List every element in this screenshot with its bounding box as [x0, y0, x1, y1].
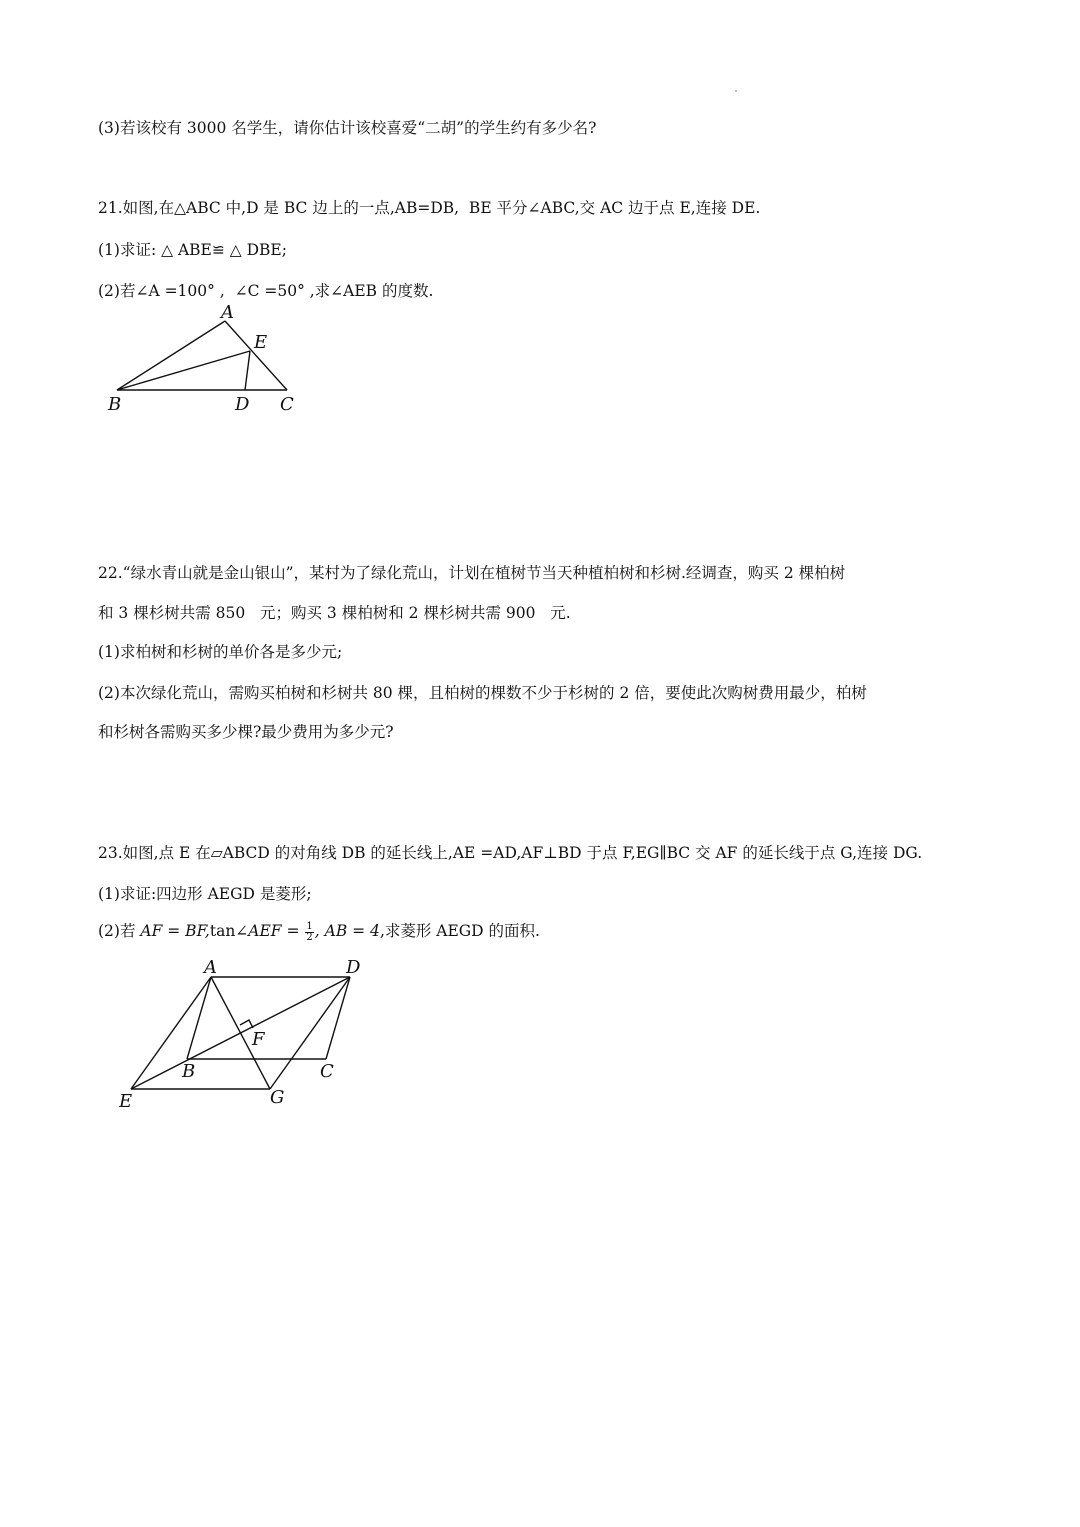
label-e: E	[254, 332, 268, 353]
q21-triangle-figure	[100, 300, 310, 420]
q22-stem-line2: 和 3 棵杉树共需 850 元；购买 3 棵柏树和 2 棵杉树共需 900 元.	[98, 604, 571, 622]
segment-ab	[117, 321, 225, 390]
q23-part2	[98, 921, 540, 943]
label-g: G	[270, 1087, 285, 1108]
label-c: C	[280, 394, 294, 415]
q22-part1: (1)求柏树和杉树的单价各是多少元;	[98, 643, 343, 661]
q23-part2-suffix: ,求菱形 AEGD 的面积.	[379, 922, 540, 940]
label-e: E	[119, 1091, 133, 1112]
label-d: D	[346, 957, 361, 978]
q23-part1: (1)求证:四边形 AEGD 是菱形;	[98, 885, 312, 903]
q20-part3: (3)若该校有 3000 名学生，请你估计该校喜爱“二胡”的学生约有多少名?	[98, 119, 597, 137]
q21-part1: (1)求证: △ ABE≌ △ DBE;	[98, 241, 287, 259]
segment-ae	[131, 977, 211, 1089]
q23-part2-fraction	[305, 922, 313, 943]
scan-speck	[735, 90, 737, 92]
label-b: B	[108, 394, 122, 415]
label-a: A	[204, 957, 217, 978]
q23-part2-math-ab: , AB = 4	[314, 922, 380, 940]
segment-cd	[326, 977, 350, 1059]
label-d: D	[235, 394, 250, 415]
q21-part2: (2)若∠A =100° , ∠C =50° ,求∠AEB 的度数.	[98, 282, 434, 300]
segment-ed	[131, 977, 350, 1089]
segment-de	[245, 351, 250, 390]
q22-part2-line2: 和杉树各需购买多少棵?最少费用为多少元?	[98, 723, 394, 741]
q23-part2-math-aef: AEF	[248, 922, 282, 940]
right-angle-mark	[240, 1020, 253, 1028]
q22-stem-line1: 22.“绿水青山就是金山银山”，某村为了绿化荒山，计划在植树节当天种植柏树和杉树.经调查，购买 2 棵柏树	[98, 564, 846, 582]
label-b: B	[182, 1061, 196, 1082]
segment-gd	[270, 977, 350, 1089]
q23-rhombus-figure	[110, 955, 380, 1115]
q23-part2-eq: =	[281, 922, 305, 940]
q23-stem: 23.如图,点 E 在▱ABCD 的对角线 DB 的延长线上,AE =AD,AF⊥BD 于点 F,EG∥BC 交 AF 的延长线于点 G,连接 DG.	[98, 844, 923, 862]
q21-stem: 21.如图,在△ABC 中,D 是 BC 边上的一点,AB=DB, BE 平分∠ABC,交 AC 边于点 E,连接 DE.	[98, 199, 761, 217]
q22-part2-line1: (2)本次绿化荒山，需购买柏树和杉树共 80 棵，且柏树的棵数不少于杉树的 2 倍，要使此次购树费用最少，柏树	[98, 684, 867, 702]
q23-part2-math-af-bf: AF = BF,	[140, 922, 210, 940]
label-c: C	[320, 1061, 334, 1082]
q23-part2-tan: tan∠	[209, 922, 249, 940]
segment-be	[117, 351, 250, 390]
q23-part2-prefix: (2)若	[98, 922, 141, 940]
fraction-denominator: 2	[306, 931, 313, 943]
segment-ab	[187, 977, 211, 1059]
fraction-numerator: 1	[306, 920, 313, 932]
label-f: F	[252, 1029, 265, 1050]
label-a: A	[221, 302, 234, 323]
